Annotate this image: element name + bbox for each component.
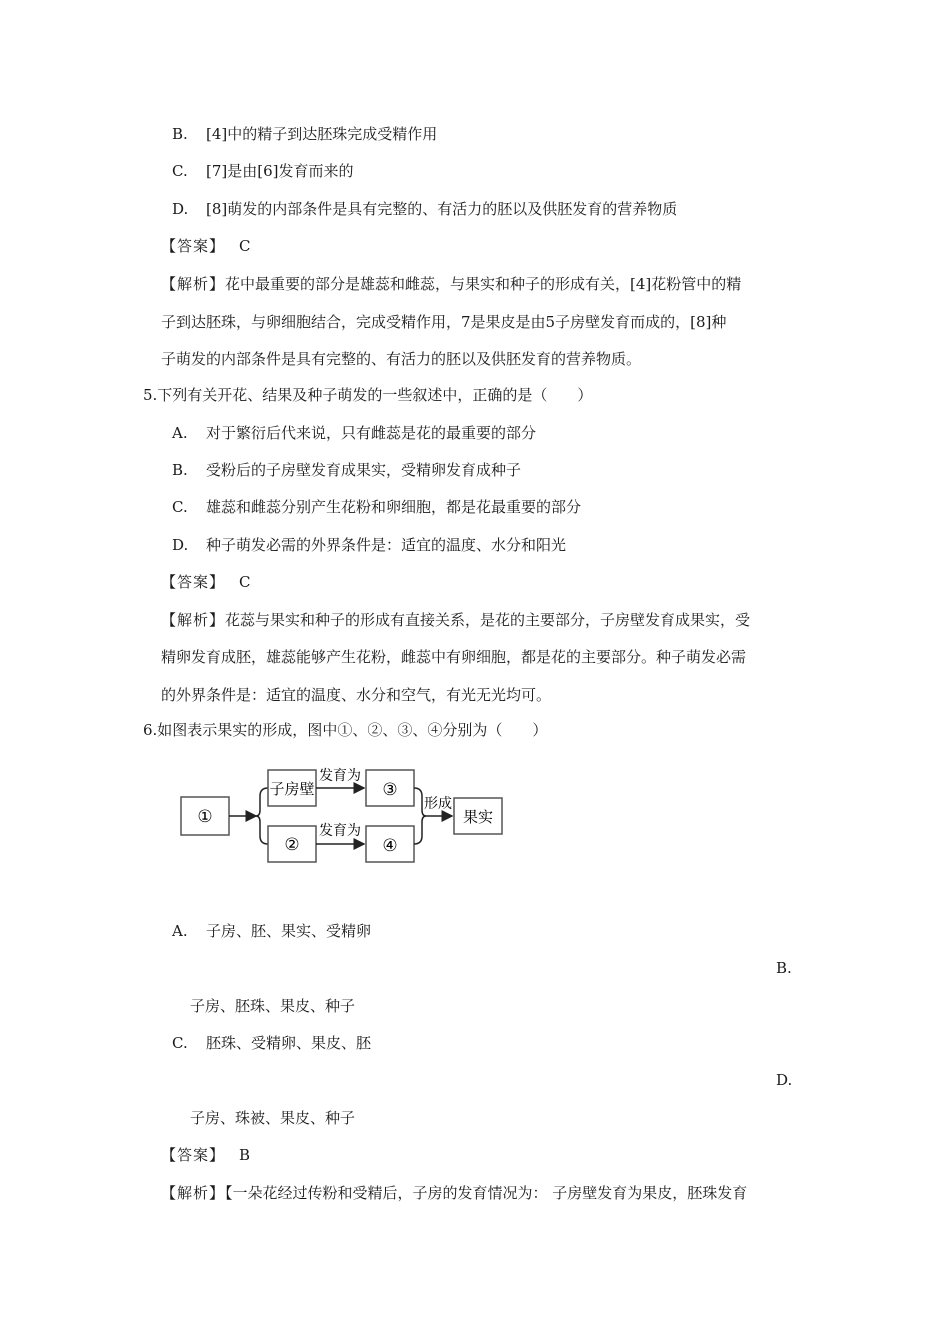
diagram-box-4-label: ④ <box>382 836 398 856</box>
q5-answer <box>161 572 251 592</box>
diagram-merge-label: 形成 <box>424 796 452 812</box>
option-text: 胚珠、受精卵、果皮、胚 <box>206 1034 372 1052</box>
q6-analysis-line-1 <box>161 1183 747 1203</box>
option-text: 子房、胚、果实、受精卵 <box>206 922 372 940</box>
q4-option-d <box>172 199 677 219</box>
q4-option-b <box>172 124 437 144</box>
option-letter: A. <box>172 922 188 940</box>
option-text: 受粉后的子房壁发育成果实，受精卵发育成种子 <box>206 461 522 479</box>
answer-label: 【答案】 <box>161 573 226 591</box>
diagram-box-3-label: ③ <box>382 780 398 800</box>
answer-label: 【答案】 <box>161 1146 226 1164</box>
diagram-brace-left <box>256 788 268 844</box>
q4-option-c <box>172 161 354 181</box>
answer-value: C <box>239 237 251 255</box>
q4-answer <box>161 236 251 256</box>
diagram-box-fruit-label: 果实 <box>462 808 494 826</box>
option-letter: C. <box>172 498 188 516</box>
option-letter: C. <box>172 1034 188 1052</box>
analysis-text: 花中最重要的部分是雄蕊和雌蕊，与果实和种子的形成有关，[4]花粉管中的精 <box>225 275 742 293</box>
q5-option-c <box>172 497 581 517</box>
q6-option-b-letter: B. <box>776 959 792 977</box>
option-text: [8]萌发的内部条件是具有完整的、有活力的胚以及供胚发育的营养物质 <box>206 200 678 218</box>
q4-analysis-line-3: 子萌发的内部条件是具有完整的、有活力的胚以及供胚发育的营养物质。 <box>161 350 642 368</box>
q6-stem: 6.如图表示果实的形成，图中①、②、③、④分别为（ ） <box>143 721 548 739</box>
option-text: [7]是由[6]发育而来的 <box>206 162 354 180</box>
q5-analysis-line-3: 的外界条件是：适宜的温度、水分和空气，有光无光均可。 <box>161 686 552 704</box>
q6-answer <box>161 1145 250 1165</box>
option-letter: C. <box>172 162 188 180</box>
analysis-text: 【一朵花经过传粉和受精后，子房的发育情况为： 子房壁发育为果皮，胚珠发育 <box>225 1184 748 1202</box>
answer-value: C <box>239 573 251 591</box>
q5-analysis-line-2: 精卵发育成胚，雄蕊能够产生花粉，雌蕊中有卵细胞，都是花的主要部分。种子萌发必需 <box>161 648 747 666</box>
q5-analysis-line-1 <box>161 610 750 630</box>
q6-option-c <box>172 1033 371 1053</box>
q4-analysis-line-2: 子到达胚珠，与卵细胞结合，完成受精作用，7是果皮是由5子房壁发育而成的，[8]种 <box>161 313 727 331</box>
q5-stem: 5.下列有关开花、结果及种子萌发的一些叙述中，正确的是（ ） <box>143 386 593 404</box>
q5-option-a <box>172 423 536 443</box>
q4-analysis-line-1 <box>161 274 741 294</box>
q6-option-a <box>172 921 371 941</box>
analysis-label: 【解析】 <box>161 611 226 629</box>
fruit-formation-diagram <box>178 762 508 856</box>
option-text: 对于繁衍后代来说，只有雌蕊是花的最重要的部分 <box>206 424 537 442</box>
diagram-box-2-label: ② <box>284 835 300 855</box>
diagram-arrow-label-bottom: 发育为 <box>319 823 361 839</box>
option-letter: B. <box>172 461 188 479</box>
analysis-text: 花蕊与果实和种子的形成有直接关系，是花的主要部分，子房壁发育成果实，受 <box>225 611 751 629</box>
diagram-arrow-label-top: 发育为 <box>319 768 361 784</box>
option-letter: D. <box>172 536 189 554</box>
option-letter: A. <box>172 424 188 442</box>
q6-option-b-text: 子房、胚珠、果皮、种子 <box>190 997 356 1015</box>
option-text: [4]中的精子到达胚珠完成受精作用 <box>206 125 438 143</box>
option-letter: D. <box>172 200 189 218</box>
q6-option-d-letter: D. <box>776 1071 793 1089</box>
option-letter: B. <box>172 125 188 143</box>
q5-option-d <box>172 535 566 555</box>
q6-option-d-text: 子房、珠被、果皮、种子 <box>190 1109 356 1127</box>
answer-label: 【答案】 <box>161 237 226 255</box>
q5-option-b <box>172 460 521 480</box>
answer-value: B <box>239 1146 251 1164</box>
diagram-box-ovary-wall-label: 子房壁 <box>269 780 315 798</box>
option-text: 雄蕊和雌蕊分别产生花粉和卵细胞，都是花最重要的部分 <box>206 498 582 516</box>
option-text: 种子萌发必需的外界条件是：适宜的温度、水分和阳光 <box>206 536 567 554</box>
analysis-label: 【解析】 <box>161 275 226 293</box>
diagram-box-1-label: ① <box>197 807 213 827</box>
analysis-label: 【解析】 <box>161 1184 226 1202</box>
